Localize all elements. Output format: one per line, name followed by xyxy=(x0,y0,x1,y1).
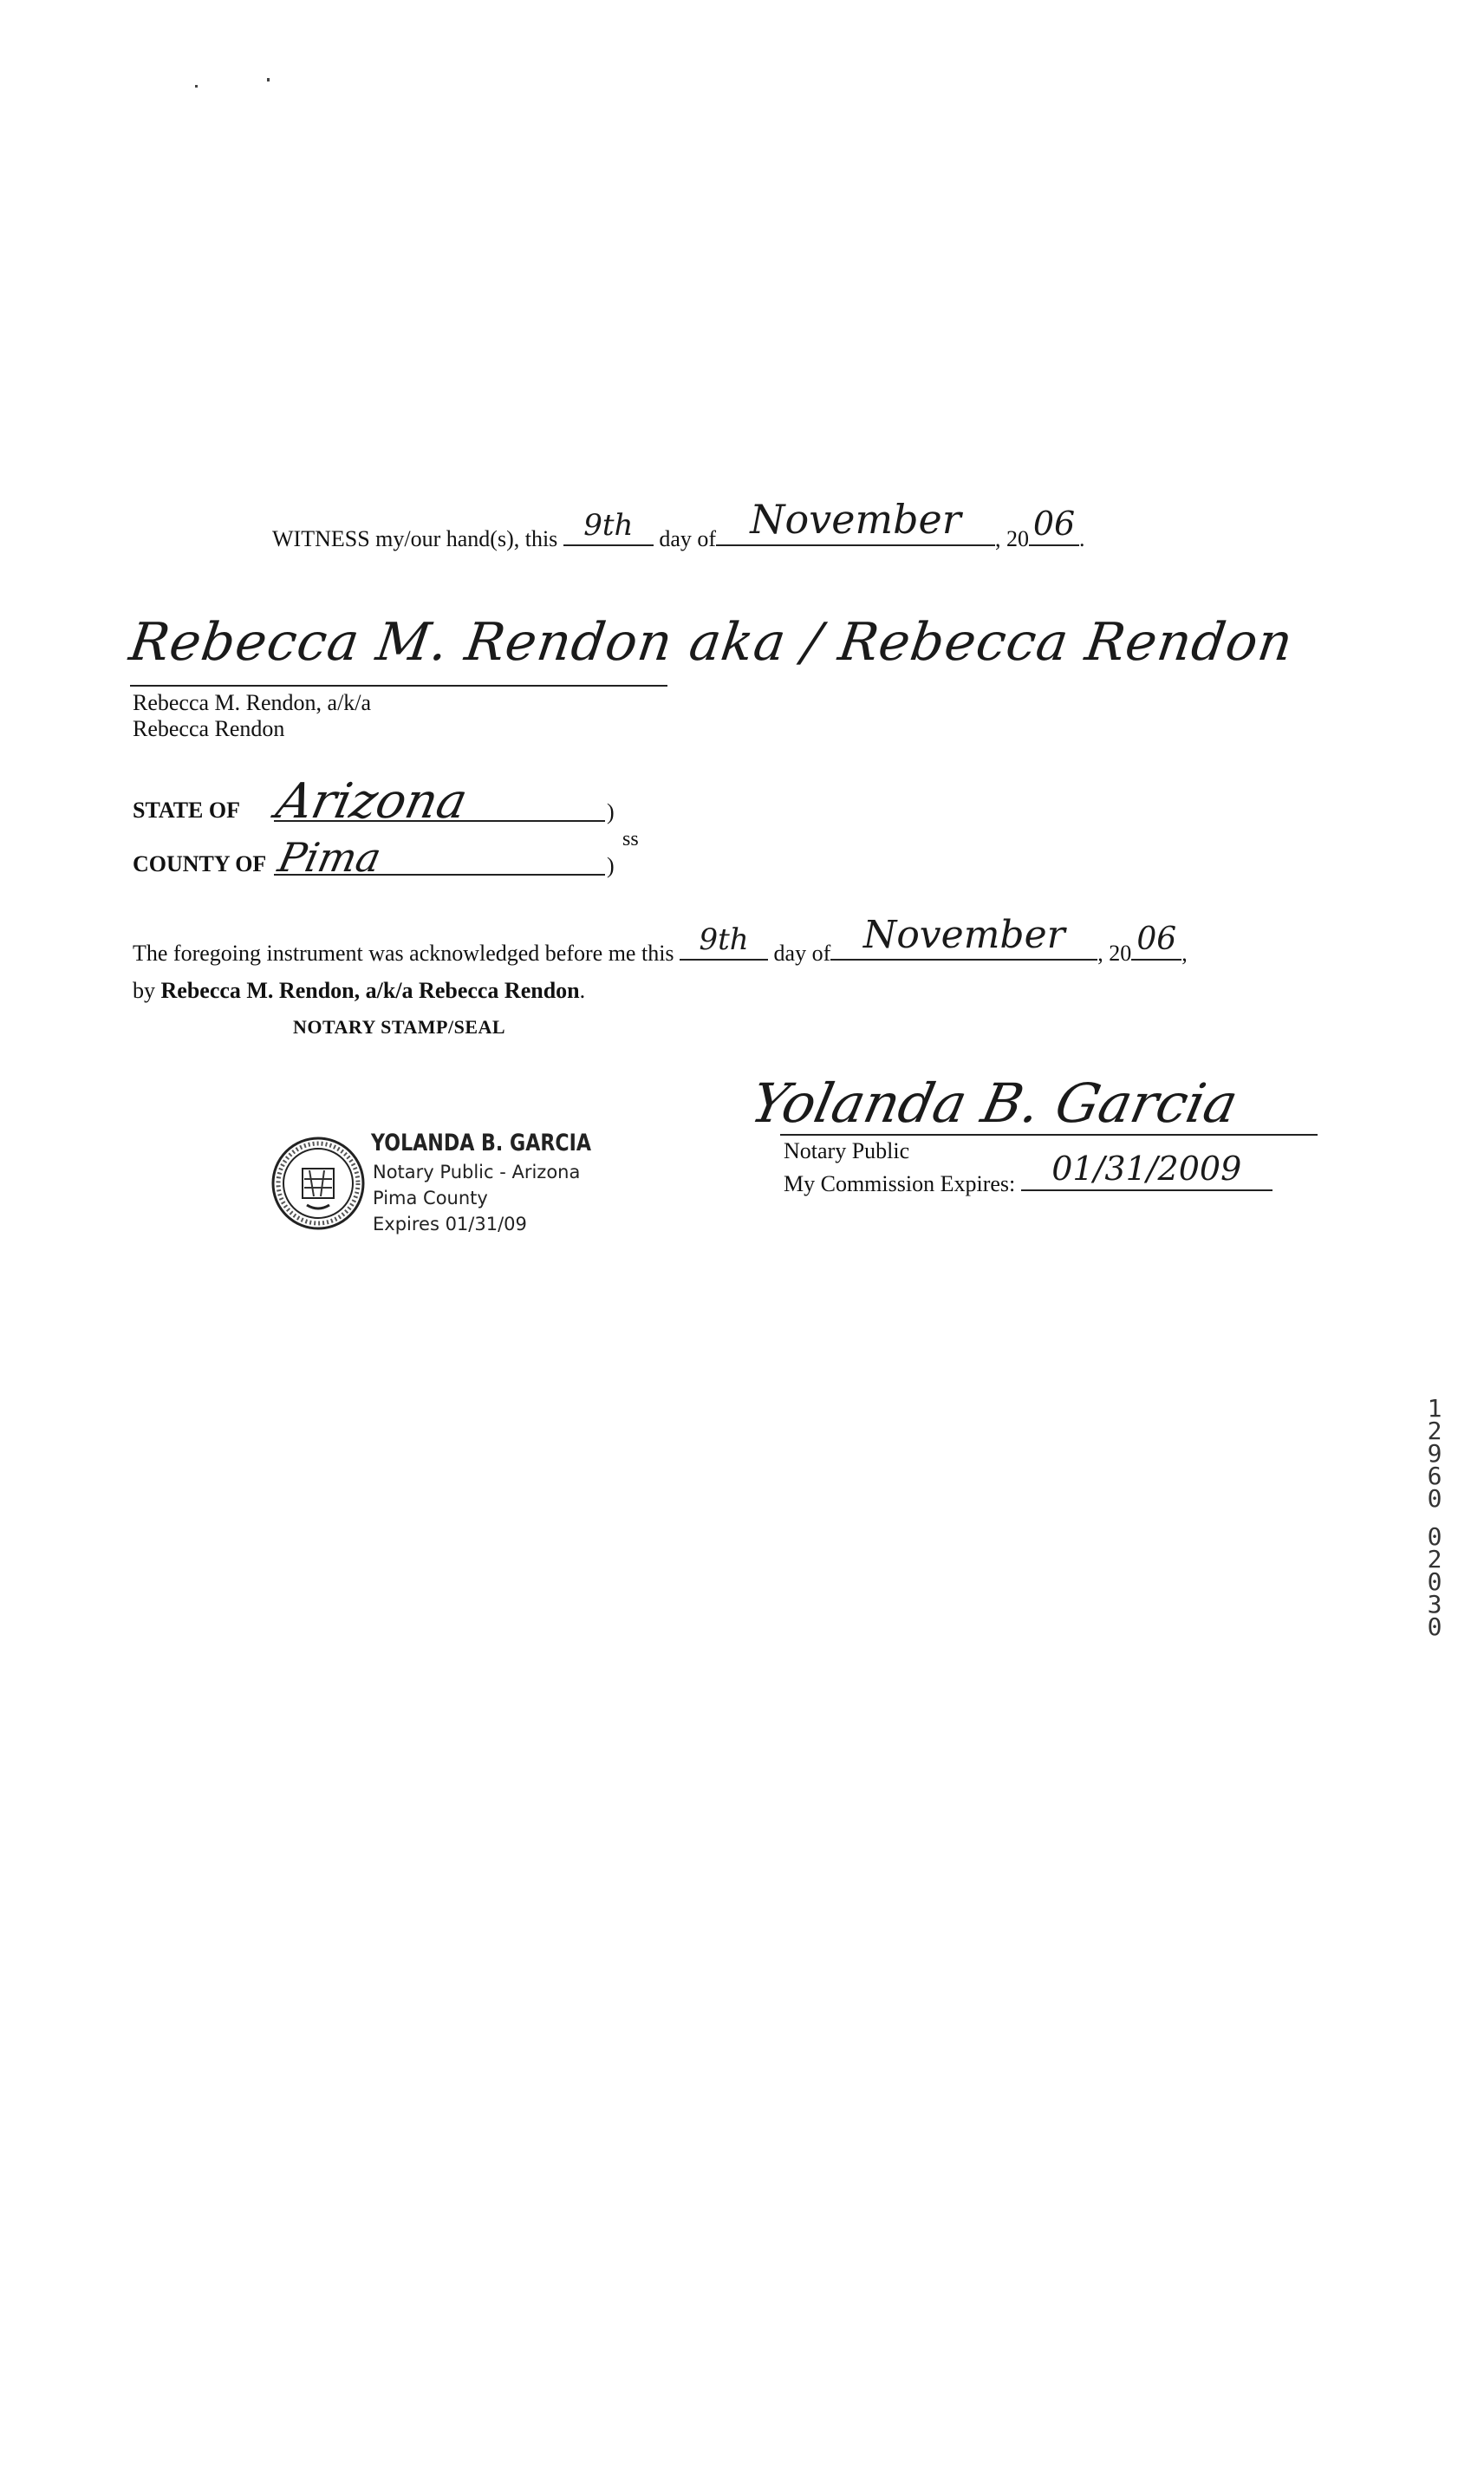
seal-line3: Expires 01/31/09 xyxy=(373,1214,527,1234)
ack-prefix: The foregoing instrument was acknowledged before me this xyxy=(133,941,674,966)
notary-title: Notary Public xyxy=(784,1138,910,1163)
signer-name-line2: Rebecca Rendon xyxy=(133,716,285,741)
ack-end: , xyxy=(1181,941,1188,966)
ack-year-field xyxy=(1131,922,1181,961)
ack-day-word: day of xyxy=(773,941,831,966)
acknowledgment-line xyxy=(133,913,1188,967)
notary-seal xyxy=(270,1136,366,1231)
witness-prefix: WITNESS my/our hand(s), this xyxy=(272,526,558,551)
witness-day-field xyxy=(563,508,654,546)
state-paren: ) xyxy=(607,799,615,824)
witness-year-value: 06 xyxy=(1032,505,1076,543)
county-value: Pima xyxy=(274,834,386,881)
ack-year-value: 06 xyxy=(1136,922,1177,957)
ack-month-value: November xyxy=(862,913,1065,957)
witness-line xyxy=(272,496,1085,552)
county-paren: ) xyxy=(607,853,615,878)
recording-page-number xyxy=(1422,1522,1448,1641)
ack-by-line xyxy=(133,978,585,1004)
witness-day-value: 9th xyxy=(583,508,634,543)
commission-value: 01/31/2009 xyxy=(1051,1150,1242,1188)
ss-label: ss xyxy=(622,828,639,850)
notary-signature: Yolanda B. Garcia xyxy=(745,1072,1244,1135)
scan-speck xyxy=(267,78,270,81)
ack-by-prefix: by xyxy=(133,978,155,1003)
seal-line1: Notary Public - Arizona xyxy=(373,1162,581,1182)
state-seal-icon xyxy=(270,1136,366,1231)
ack-by-name: Rebecca M. Rendon, a/k/a Rebecca Rendon xyxy=(160,978,580,1003)
seal-line2: Pima County xyxy=(373,1188,488,1208)
notary-signature-line xyxy=(780,1134,1318,1136)
ack-day-value: 9th xyxy=(699,922,749,957)
witness-month-field xyxy=(716,496,995,546)
signer-name-line1: Rebecca M. Rendon, a/k/a xyxy=(133,690,372,715)
signature-line xyxy=(130,685,667,687)
ack-year-prefix: , 20 xyxy=(1097,941,1132,966)
county-label: COUNTY OF xyxy=(133,851,267,876)
commission-field xyxy=(1021,1150,1272,1191)
signer-signature: Rebecca M. Rendon aka / Rebecca Rendon xyxy=(126,612,1298,673)
state-value: Arizona xyxy=(271,773,472,830)
seal-name: YOLANDA B. GARCIA xyxy=(371,1130,592,1156)
witness-year-field xyxy=(1029,505,1079,546)
page-digits: 02030 xyxy=(1427,1522,1442,1641)
witness-month-value: November xyxy=(750,496,961,543)
scan-speck xyxy=(195,85,198,88)
ack-day-field xyxy=(680,922,768,961)
notary-stamp-label: NOTARY STAMP/SEAL xyxy=(293,1016,506,1038)
ack-month-field xyxy=(830,913,1097,961)
ack-by-end: . xyxy=(579,978,586,1003)
recording-book-number xyxy=(1422,1394,1448,1513)
state-label: STATE OF xyxy=(133,798,241,823)
commission-label: My Commission Expires: xyxy=(784,1171,1016,1196)
witness-day-word: day of xyxy=(659,526,717,551)
witness-year-prefix: , 20 xyxy=(995,526,1030,551)
book-digits: 12960 xyxy=(1427,1394,1442,1513)
witness-end: . xyxy=(1079,526,1085,551)
